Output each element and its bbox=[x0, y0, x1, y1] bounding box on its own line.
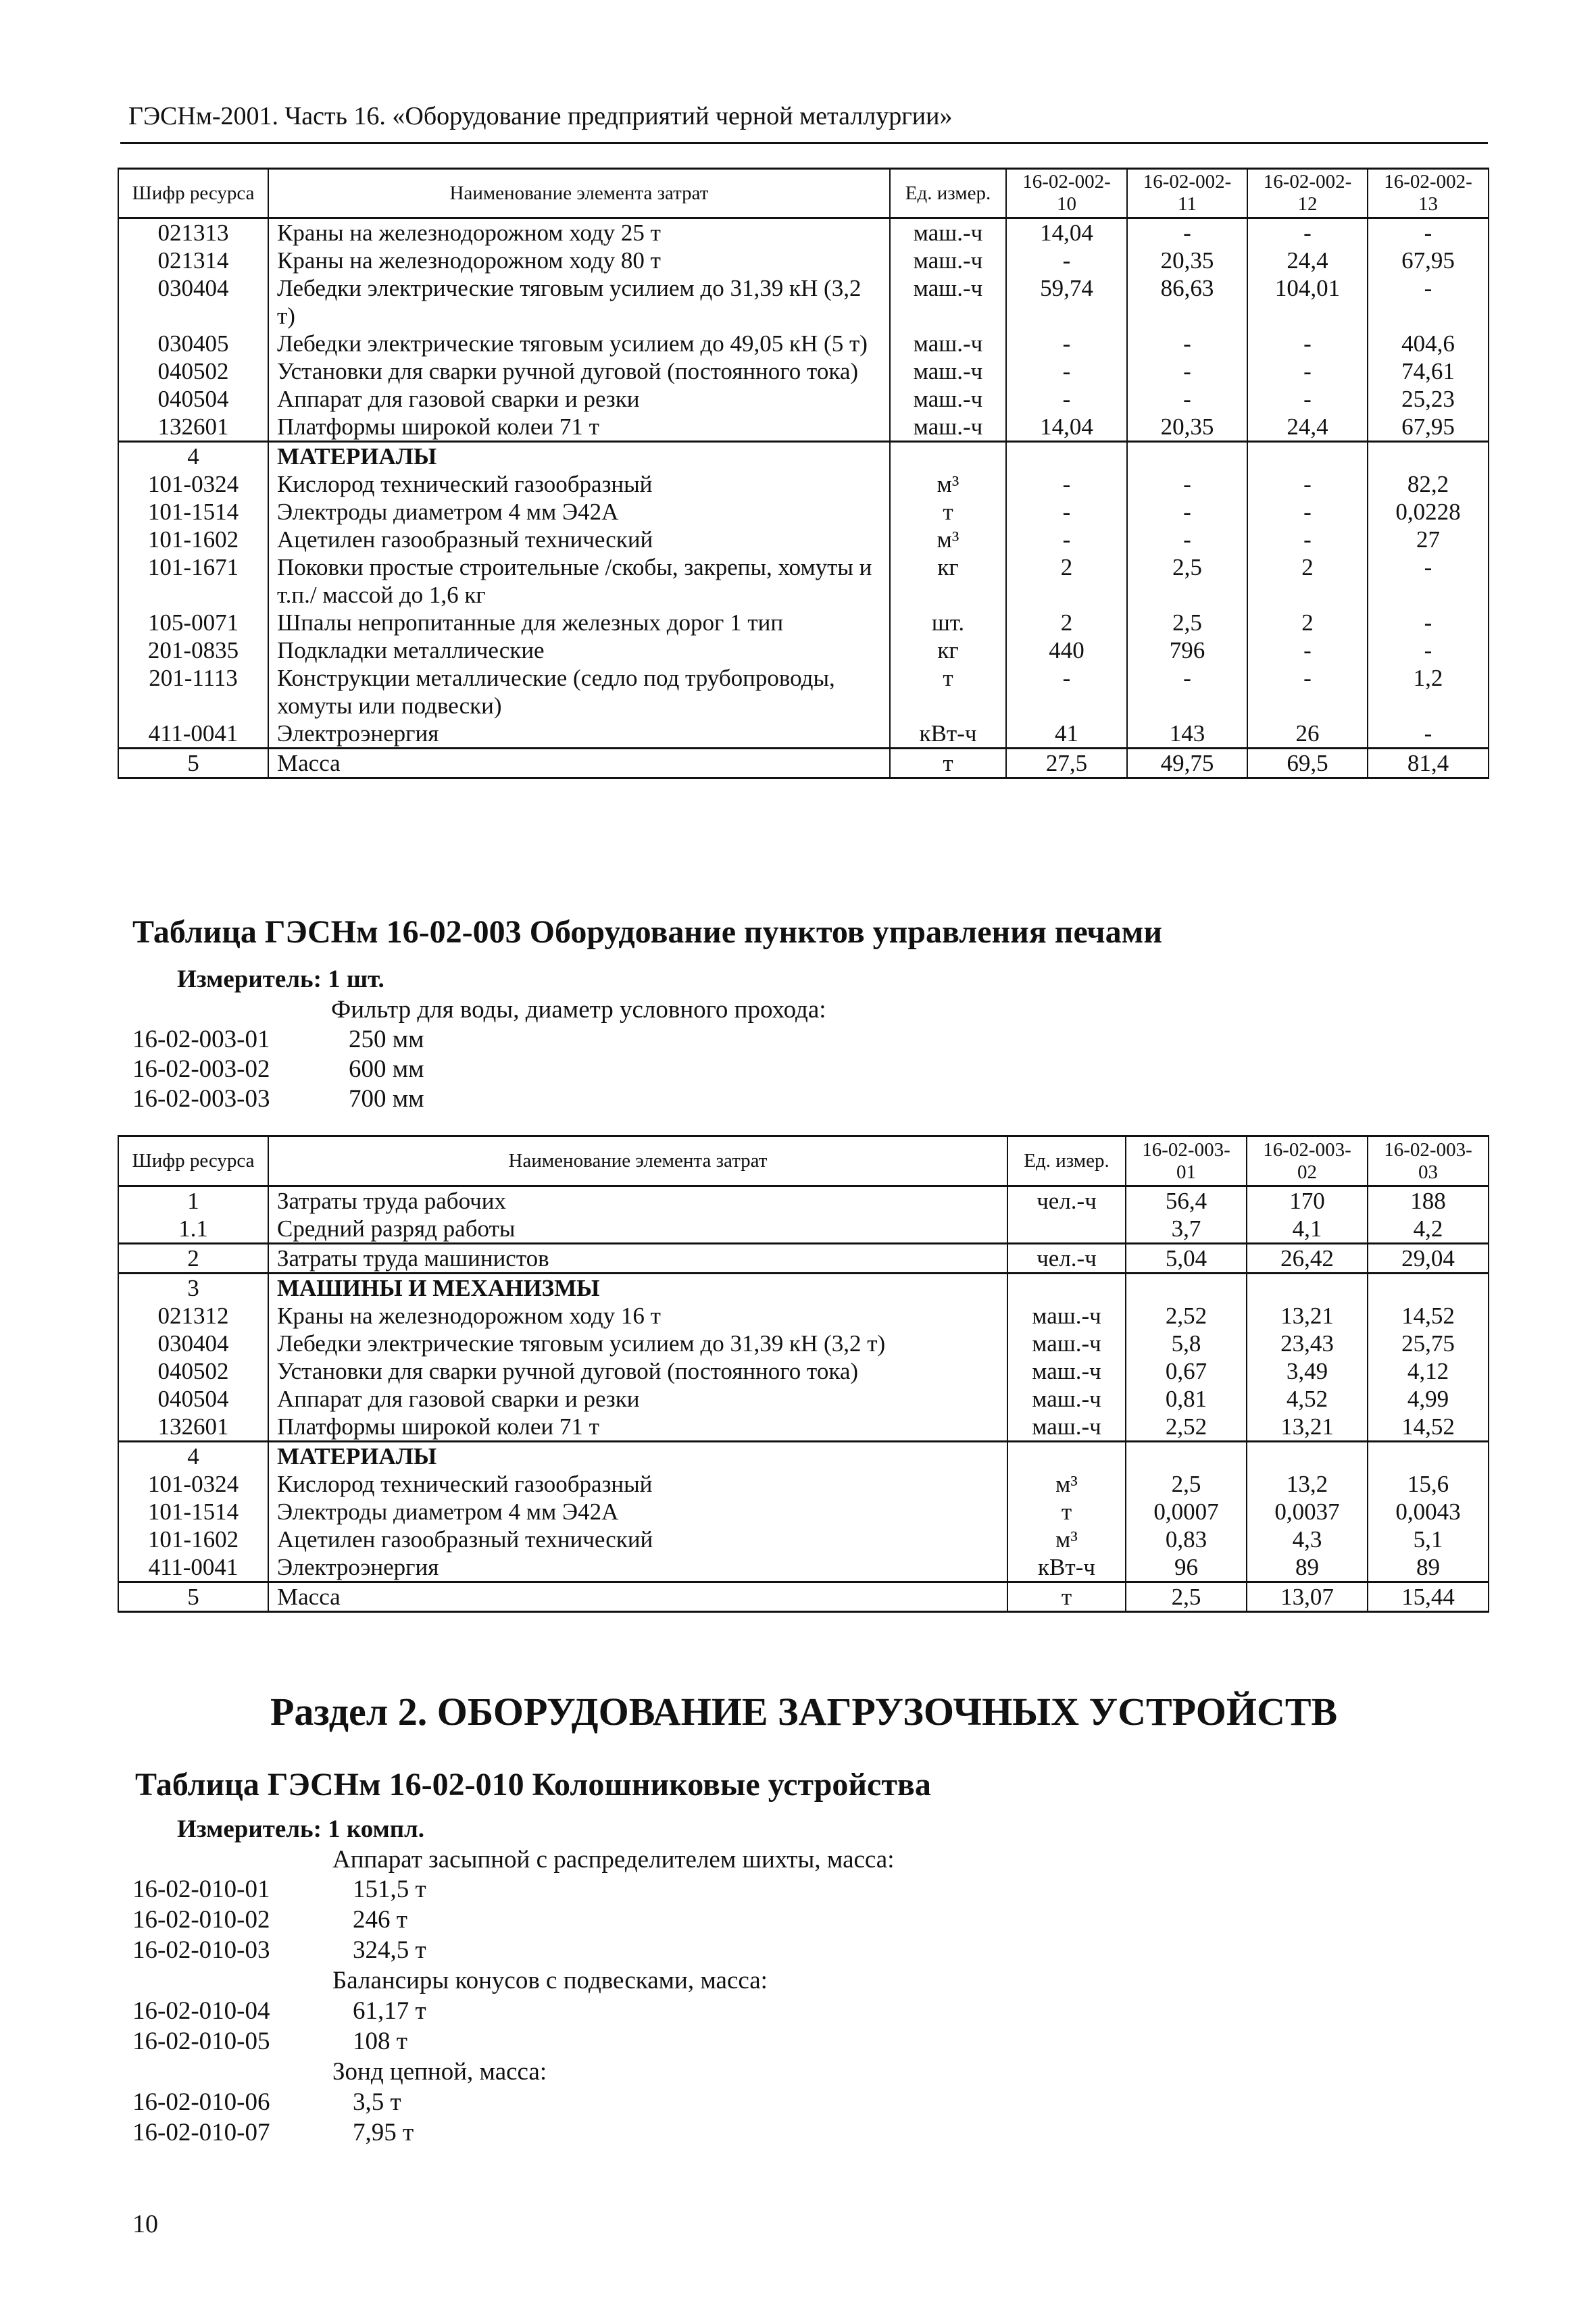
cell-value: - bbox=[1247, 218, 1368, 247]
cell-unit bbox=[1007, 1215, 1126, 1244]
cell-value: 14,52 bbox=[1368, 1302, 1489, 1330]
cell-name: Электроэнергия bbox=[268, 720, 890, 749]
norm-code: 16-02-003-02 bbox=[132, 1055, 270, 1083]
cell-value: 74,61 bbox=[1368, 357, 1489, 385]
cell-value: 56,4 bbox=[1126, 1186, 1247, 1215]
cell-name: Платформы широкой колеи 71 т bbox=[268, 1413, 1007, 1442]
cell-value: 13,07 bbox=[1247, 1582, 1368, 1612]
cell-unit: маш.-ч bbox=[1007, 1385, 1126, 1413]
cell-value: 2,5 bbox=[1126, 1582, 1247, 1612]
norm-value: 7,95 т bbox=[353, 2119, 414, 2146]
cell-name: Поковки простые строительные /скобы, закрепы, хомуты и т.п./ массой до 1,6 кг bbox=[268, 553, 890, 609]
cell-code: 040504 bbox=[118, 385, 268, 413]
table-row bbox=[118, 218, 1489, 247]
cell-code: 5 bbox=[118, 1582, 268, 1612]
cell-value: 4,12 bbox=[1368, 1357, 1489, 1385]
norm-value: 3,5 т bbox=[353, 2088, 401, 2116]
cell-name: Краны на железнодорожном ходу 25 т bbox=[268, 218, 890, 247]
cell-value bbox=[1127, 442, 1247, 471]
header-unit: Ед. измер. bbox=[1007, 1136, 1126, 1186]
cell-value: - bbox=[1247, 357, 1368, 385]
cell-unit: кВт-ч bbox=[890, 720, 1006, 749]
cell-value: - bbox=[1006, 330, 1127, 357]
cell-value: 4,2 bbox=[1368, 1215, 1489, 1244]
cell-value: 29,04 bbox=[1368, 1244, 1489, 1274]
cell-name: Аппарат для газовой сварки и резки bbox=[268, 1385, 1007, 1413]
table-row bbox=[118, 664, 1489, 720]
cell-value: 15,44 bbox=[1368, 1582, 1489, 1612]
cell-value: 3,7 bbox=[1126, 1215, 1247, 1244]
cell-code: 030404 bbox=[118, 274, 268, 330]
cell-value: 0,0228 bbox=[1368, 498, 1489, 526]
meter-unit: Измеритель: 1 шт. bbox=[177, 965, 384, 993]
header-name: Наименование элемента затрат bbox=[268, 1136, 1007, 1186]
norm-value: 700 мм bbox=[349, 1085, 424, 1113]
cell-code: 101-1671 bbox=[118, 553, 268, 609]
norm-value: 324,5 т bbox=[353, 1936, 426, 1964]
cell-value: 2,5 bbox=[1126, 1470, 1247, 1498]
header-code: Шифр ресурса bbox=[118, 1136, 268, 1186]
cell-code: 1 bbox=[118, 1186, 268, 1215]
cell-value: - bbox=[1127, 218, 1247, 247]
cell-unit: м³ bbox=[1007, 1470, 1126, 1498]
cell-value: 0,81 bbox=[1126, 1385, 1247, 1413]
cell-value: 0,67 bbox=[1126, 1357, 1247, 1385]
cell-value: 2,5 bbox=[1127, 553, 1247, 609]
cell-code: 040504 bbox=[118, 1385, 268, 1413]
group-caption: Аппарат засыпной с распределителем шихты, масса: bbox=[332, 1846, 895, 1873]
cell-value: 0,83 bbox=[1126, 1526, 1247, 1553]
cell-value: 24,4 bbox=[1247, 413, 1368, 442]
cell-value: 0,0037 bbox=[1247, 1498, 1368, 1526]
cell-name: Масса bbox=[268, 749, 890, 778]
cell-value: 0,0007 bbox=[1126, 1498, 1247, 1526]
cell-name: Ацетилен газообразный технический bbox=[268, 526, 890, 553]
cell-value: 2,5 bbox=[1127, 609, 1247, 636]
cell-value: 41 bbox=[1006, 720, 1127, 749]
cell-value: - bbox=[1247, 470, 1368, 498]
cell-value: - bbox=[1006, 526, 1127, 553]
cell-code: 411-0041 bbox=[118, 720, 268, 749]
cell-value: - bbox=[1006, 498, 1127, 526]
norm-value: 250 мм bbox=[349, 1026, 424, 1053]
cell-code: 040502 bbox=[118, 1357, 268, 1385]
cell-value: 23,43 bbox=[1247, 1330, 1368, 1357]
cell-code: 030404 bbox=[118, 1330, 268, 1357]
cell-value: - bbox=[1006, 470, 1127, 498]
header-code: Шифр ресурса bbox=[118, 169, 268, 218]
table-row bbox=[118, 247, 1489, 274]
cell-value: 82,2 bbox=[1368, 470, 1489, 498]
cell-unit: т bbox=[1007, 1498, 1126, 1526]
cell-value: 4,1 bbox=[1247, 1215, 1368, 1244]
norm-code: 16-02-010-07 bbox=[132, 2119, 270, 2146]
cell-value: 4,52 bbox=[1247, 1385, 1368, 1413]
table-row bbox=[118, 1526, 1489, 1553]
table-header-row bbox=[118, 1136, 1489, 1186]
header-col: 16-02-002-12 bbox=[1247, 169, 1368, 218]
cell-name: Лебедки электрические тяговым усилием до 31,39 кН (3,2 т) bbox=[268, 1330, 1007, 1357]
norm-code: 16-02-010-01 bbox=[132, 1876, 270, 1903]
cell-code: 021313 bbox=[118, 218, 268, 247]
cell-value bbox=[1126, 1274, 1247, 1303]
table-row bbox=[118, 1385, 1489, 1413]
cell-code: 021314 bbox=[118, 247, 268, 274]
cell-value bbox=[1247, 442, 1368, 471]
norm-code: 16-02-010-04 bbox=[132, 1997, 270, 2025]
cell-name: Конструкции металлические (седло под трубопроводы, хомуты или подвески) bbox=[268, 664, 890, 720]
table-row bbox=[118, 749, 1489, 778]
cell-value: 5,8 bbox=[1126, 1330, 1247, 1357]
cell-name: Шпалы непропитанные для железных дорог 1 тип bbox=[268, 609, 890, 636]
norm-code: 16-02-010-02 bbox=[132, 1906, 270, 1934]
cell-value: - bbox=[1127, 498, 1247, 526]
cell-value: 86,63 bbox=[1127, 274, 1247, 330]
cell-code: 101-1602 bbox=[118, 526, 268, 553]
header-col: 16-02-002-10 bbox=[1006, 169, 1127, 218]
header-col: 16-02-003-02 bbox=[1247, 1136, 1368, 1186]
table-row bbox=[118, 1274, 1489, 1303]
cell-name: Краны на железнодорожном ходу 80 т bbox=[268, 247, 890, 274]
group-caption: Балансиры конусов с подвесками, масса: bbox=[332, 1967, 768, 1994]
cell-value bbox=[1247, 1442, 1368, 1471]
cell-name: Электроды диаметром 4 мм Э42А bbox=[268, 498, 890, 526]
cell-unit: маш.-ч bbox=[1007, 1413, 1126, 1442]
cell-value: 143 bbox=[1127, 720, 1247, 749]
cell-unit: т bbox=[890, 664, 1006, 720]
table-body bbox=[118, 1186, 1489, 1612]
table-row bbox=[118, 636, 1489, 664]
cell-value: 14,04 bbox=[1006, 218, 1127, 247]
cell-value: 67,95 bbox=[1368, 247, 1489, 274]
cell-unit: маш.-ч bbox=[890, 413, 1006, 442]
table-row bbox=[118, 413, 1489, 442]
cell-value: - bbox=[1127, 526, 1247, 553]
cell-value: - bbox=[1127, 330, 1247, 357]
cell-value: 69,5 bbox=[1247, 749, 1368, 778]
header-col: 16-02-002-13 bbox=[1368, 169, 1489, 218]
table-row bbox=[118, 274, 1489, 330]
cell-name: Аппарат для газовой сварки и резки bbox=[268, 385, 890, 413]
cell-value: 14,52 bbox=[1368, 1413, 1489, 1442]
cell-value: - bbox=[1127, 664, 1247, 720]
running-header: ГЭСНм-2001. Часть 16. «Оборудование предприятий черной металлургии» bbox=[128, 102, 953, 130]
table-row bbox=[118, 1302, 1489, 1330]
cell-code: 1.1 bbox=[118, 1215, 268, 1244]
group-caption: Фильтр для воды, диаметр условного прохода: bbox=[331, 996, 826, 1024]
cell-unit bbox=[1007, 1274, 1126, 1303]
table-row bbox=[118, 526, 1489, 553]
cell-code: 101-1602 bbox=[118, 1526, 268, 1553]
cell-value: - bbox=[1247, 385, 1368, 413]
cell-value: - bbox=[1247, 664, 1368, 720]
cell-unit: м³ bbox=[1007, 1526, 1126, 1553]
cell-value bbox=[1368, 442, 1489, 471]
table-row bbox=[118, 1215, 1489, 1244]
cell-value: 26 bbox=[1247, 720, 1368, 749]
cell-value: 25,75 bbox=[1368, 1330, 1489, 1357]
cell-value: 24,4 bbox=[1247, 247, 1368, 274]
cell-unit: т bbox=[890, 498, 1006, 526]
table-row bbox=[118, 442, 1489, 471]
cell-value: - bbox=[1368, 636, 1489, 664]
cell-unit: шт. bbox=[890, 609, 1006, 636]
page-number: 10 bbox=[132, 2210, 158, 2238]
cell-value: 81,4 bbox=[1368, 749, 1489, 778]
cell-unit: чел.-ч bbox=[1007, 1244, 1126, 1274]
cell-value: 104,01 bbox=[1247, 274, 1368, 330]
cell-value: 13,21 bbox=[1247, 1413, 1368, 1442]
cell-value: - bbox=[1368, 274, 1489, 330]
cell-name: Установки для сварки ручной дуговой (постоянного тока) bbox=[268, 357, 890, 385]
cell-value: 170 bbox=[1247, 1186, 1368, 1215]
cell-code: 101-0324 bbox=[118, 470, 268, 498]
norm-code: 16-02-010-05 bbox=[132, 2028, 270, 2055]
cell-code: 4 bbox=[118, 1442, 268, 1471]
cell-unit: м³ bbox=[890, 526, 1006, 553]
cell-value: 2 bbox=[1006, 553, 1127, 609]
cell-name: Лебедки электрические тяговым усилием до 49,05 кН (5 т) bbox=[268, 330, 890, 357]
cell-code: 132601 bbox=[118, 1413, 268, 1442]
cell-value: 49,75 bbox=[1127, 749, 1247, 778]
table-row bbox=[118, 553, 1489, 609]
cell-value: 96 bbox=[1126, 1553, 1247, 1582]
cell-value: 2 bbox=[1247, 553, 1368, 609]
table-row bbox=[118, 470, 1489, 498]
cell-code: 201-1113 bbox=[118, 664, 268, 720]
cell-name: МАШИНЫ И МЕХАНИЗМЫ bbox=[268, 1274, 1007, 1303]
cell-value: - bbox=[1368, 553, 1489, 609]
cell-value: 4,99 bbox=[1368, 1385, 1489, 1413]
table-title-16-02-010: Таблица ГЭСНм 16-02-010 Колошниковые устройства bbox=[135, 1767, 931, 1803]
cell-code: 101-0324 bbox=[118, 1470, 268, 1498]
cell-code: 132601 bbox=[118, 413, 268, 442]
cell-code: 4 bbox=[118, 442, 268, 471]
cell-value: - bbox=[1006, 247, 1127, 274]
cell-name: Подкладки металлические bbox=[268, 636, 890, 664]
table-row bbox=[118, 498, 1489, 526]
table-row bbox=[118, 1498, 1489, 1526]
cell-name: МАТЕРИАЛЫ bbox=[268, 442, 890, 471]
cell-value: 13,21 bbox=[1247, 1302, 1368, 1330]
table-row bbox=[118, 1330, 1489, 1357]
cell-unit bbox=[1007, 1442, 1126, 1471]
cell-value: 13,2 bbox=[1247, 1470, 1368, 1498]
cell-value: - bbox=[1127, 357, 1247, 385]
cell-value: 25,23 bbox=[1368, 385, 1489, 413]
cell-value: 2,52 bbox=[1126, 1302, 1247, 1330]
cell-name: Ацетилен газообразный технический bbox=[268, 1526, 1007, 1553]
norm-code: 16-02-010-03 bbox=[132, 1936, 270, 1964]
cell-value: 2 bbox=[1247, 609, 1368, 636]
header-rule bbox=[120, 142, 1488, 144]
table-row bbox=[118, 1244, 1489, 1274]
cell-name: МАТЕРИАЛЫ bbox=[268, 1442, 1007, 1471]
cell-code: 3 bbox=[118, 1274, 268, 1303]
cell-value: 89 bbox=[1368, 1553, 1489, 1582]
cell-code: 411-0041 bbox=[118, 1553, 268, 1582]
cell-value: 20,35 bbox=[1127, 247, 1247, 274]
cell-unit: маш.-ч bbox=[890, 385, 1006, 413]
cell-value: 440 bbox=[1006, 636, 1127, 664]
header-col: 16-02-003-01 bbox=[1126, 1136, 1247, 1186]
cell-code: 101-1514 bbox=[118, 498, 268, 526]
resource-table-16-02-003 bbox=[118, 1135, 1489, 1613]
cell-value: - bbox=[1368, 720, 1489, 749]
cell-value: 59,74 bbox=[1006, 274, 1127, 330]
cell-value: - bbox=[1127, 385, 1247, 413]
norm-value: 246 т bbox=[353, 1906, 407, 1934]
cell-code: 101-1514 bbox=[118, 1498, 268, 1526]
cell-unit: маш.-ч bbox=[890, 218, 1006, 247]
cell-value: - bbox=[1368, 218, 1489, 247]
cell-name: Кислород технический газообразный bbox=[268, 470, 890, 498]
cell-value: - bbox=[1127, 470, 1247, 498]
cell-unit bbox=[890, 442, 1006, 471]
cell-value: - bbox=[1247, 498, 1368, 526]
section-title: Раздел 2. ОБОРУДОВАНИЕ ЗАГРУЗОЧНЫХ УСТРОЙСТВ bbox=[270, 1690, 1338, 1734]
norm-value: 151,5 т bbox=[353, 1876, 426, 1903]
cell-value: 5,04 bbox=[1126, 1244, 1247, 1274]
cell-unit: маш.-ч bbox=[890, 330, 1006, 357]
cell-value: 89 bbox=[1247, 1553, 1368, 1582]
cell-unit: м³ bbox=[890, 470, 1006, 498]
cell-value: 796 bbox=[1127, 636, 1247, 664]
cell-value: 2,52 bbox=[1126, 1413, 1247, 1442]
cell-value: - bbox=[1368, 609, 1489, 636]
table-row bbox=[118, 1442, 1489, 1471]
header-unit: Ед. измер. bbox=[890, 169, 1006, 218]
cell-unit: кВт-ч bbox=[1007, 1553, 1126, 1582]
table-row bbox=[118, 357, 1489, 385]
cell-value: 1,2 bbox=[1368, 664, 1489, 720]
table-row bbox=[118, 1186, 1489, 1215]
resource-table-16-02-002 bbox=[118, 168, 1489, 779]
cell-code: 5 bbox=[118, 749, 268, 778]
cell-value: - bbox=[1006, 357, 1127, 385]
norm-code: 16-02-010-06 bbox=[132, 2088, 270, 2116]
cell-unit: маш.-ч bbox=[1007, 1357, 1126, 1385]
table-row bbox=[118, 609, 1489, 636]
table-title-16-02-003: Таблица ГЭСНм 16-02-003 Оборудование пунктов управления печами bbox=[132, 914, 1162, 950]
cell-code: 105-0071 bbox=[118, 609, 268, 636]
cell-unit: кг bbox=[890, 636, 1006, 664]
cell-code: 040502 bbox=[118, 357, 268, 385]
meter-unit: Измеритель: 1 компл. bbox=[177, 1815, 425, 1843]
cell-name: Платформы широкой колеи 71 т bbox=[268, 413, 890, 442]
cell-value: - bbox=[1247, 526, 1368, 553]
cell-name: Лебедки электрические тяговым усилием до 31,39 кН (3,2 т) bbox=[268, 274, 890, 330]
cell-value: 14,04 bbox=[1006, 413, 1127, 442]
norm-value: 108 т bbox=[353, 2028, 407, 2055]
cell-value bbox=[1368, 1442, 1489, 1471]
cell-value: 5,1 bbox=[1368, 1526, 1489, 1553]
table-row bbox=[118, 1413, 1489, 1442]
cell-unit: чел.-ч bbox=[1007, 1186, 1126, 1215]
cell-value: 188 bbox=[1368, 1186, 1489, 1215]
cell-value: 3,49 bbox=[1247, 1357, 1368, 1385]
cell-code: 201-0835 bbox=[118, 636, 268, 664]
cell-code: 021312 bbox=[118, 1302, 268, 1330]
cell-value: 15,6 bbox=[1368, 1470, 1489, 1498]
cell-value: 20,35 bbox=[1127, 413, 1247, 442]
cell-name: Электроэнергия bbox=[268, 1553, 1007, 1582]
norm-code: 16-02-003-01 bbox=[132, 1026, 270, 1053]
cell-name: Масса bbox=[268, 1582, 1007, 1612]
cell-value: 4,3 bbox=[1247, 1526, 1368, 1553]
norm-code: 16-02-003-03 bbox=[132, 1085, 270, 1113]
cell-name: Затраты труда рабочих bbox=[268, 1186, 1007, 1215]
cell-name: Затраты труда машинистов bbox=[268, 1244, 1007, 1274]
cell-unit: кг bbox=[890, 553, 1006, 609]
cell-unit: маш.-ч bbox=[1007, 1330, 1126, 1357]
cell-value: - bbox=[1247, 330, 1368, 357]
table-row bbox=[118, 385, 1489, 413]
cell-value bbox=[1126, 1442, 1247, 1471]
header-col: 16-02-002-11 bbox=[1127, 169, 1247, 218]
cell-name: Средний разряд работы bbox=[268, 1215, 1007, 1244]
cell-value: 404,6 bbox=[1368, 330, 1489, 357]
cell-value: 2 bbox=[1006, 609, 1127, 636]
table-row bbox=[118, 720, 1489, 749]
cell-value bbox=[1006, 442, 1127, 471]
group-caption: Зонд цепной, масса: bbox=[332, 2058, 547, 2086]
cell-value bbox=[1368, 1274, 1489, 1303]
cell-value: - bbox=[1247, 636, 1368, 664]
cell-name: Краны на железнодорожном ходу 16 т bbox=[268, 1302, 1007, 1330]
cell-unit: маш.-ч bbox=[890, 357, 1006, 385]
cell-value: 27,5 bbox=[1006, 749, 1127, 778]
table-row bbox=[118, 1553, 1489, 1582]
cell-name: Установки для сварки ручной дуговой (постоянного тока) bbox=[268, 1357, 1007, 1385]
cell-name: Электроды диаметром 4 мм Э42А bbox=[268, 1498, 1007, 1526]
cell-unit: маш.-ч bbox=[890, 247, 1006, 274]
cell-value: - bbox=[1006, 385, 1127, 413]
table-row bbox=[118, 330, 1489, 357]
cell-value: - bbox=[1006, 664, 1127, 720]
cell-code: 2 bbox=[118, 1244, 268, 1274]
table-row bbox=[118, 1582, 1489, 1612]
cell-unit: маш.-ч bbox=[1007, 1302, 1126, 1330]
cell-value: 26,42 bbox=[1247, 1244, 1368, 1274]
cell-unit: т bbox=[1007, 1582, 1126, 1612]
cell-unit: т bbox=[890, 749, 1006, 778]
norm-value: 61,17 т bbox=[353, 1997, 426, 2025]
cell-code: 030405 bbox=[118, 330, 268, 357]
norm-value: 600 мм bbox=[349, 1055, 424, 1083]
table-header-row bbox=[118, 169, 1489, 218]
cell-value bbox=[1247, 1274, 1368, 1303]
table-body bbox=[118, 218, 1489, 778]
header-col: 16-02-003-03 bbox=[1368, 1136, 1489, 1186]
cell-unit: маш.-ч bbox=[890, 274, 1006, 330]
header-name: Наименование элемента затрат bbox=[268, 169, 890, 218]
cell-value: 67,95 bbox=[1368, 413, 1489, 442]
cell-value: 0,0043 bbox=[1368, 1498, 1489, 1526]
cell-value: 27 bbox=[1368, 526, 1489, 553]
table-row bbox=[118, 1470, 1489, 1498]
table-row bbox=[118, 1357, 1489, 1385]
cell-name: Кислород технический газообразный bbox=[268, 1470, 1007, 1498]
